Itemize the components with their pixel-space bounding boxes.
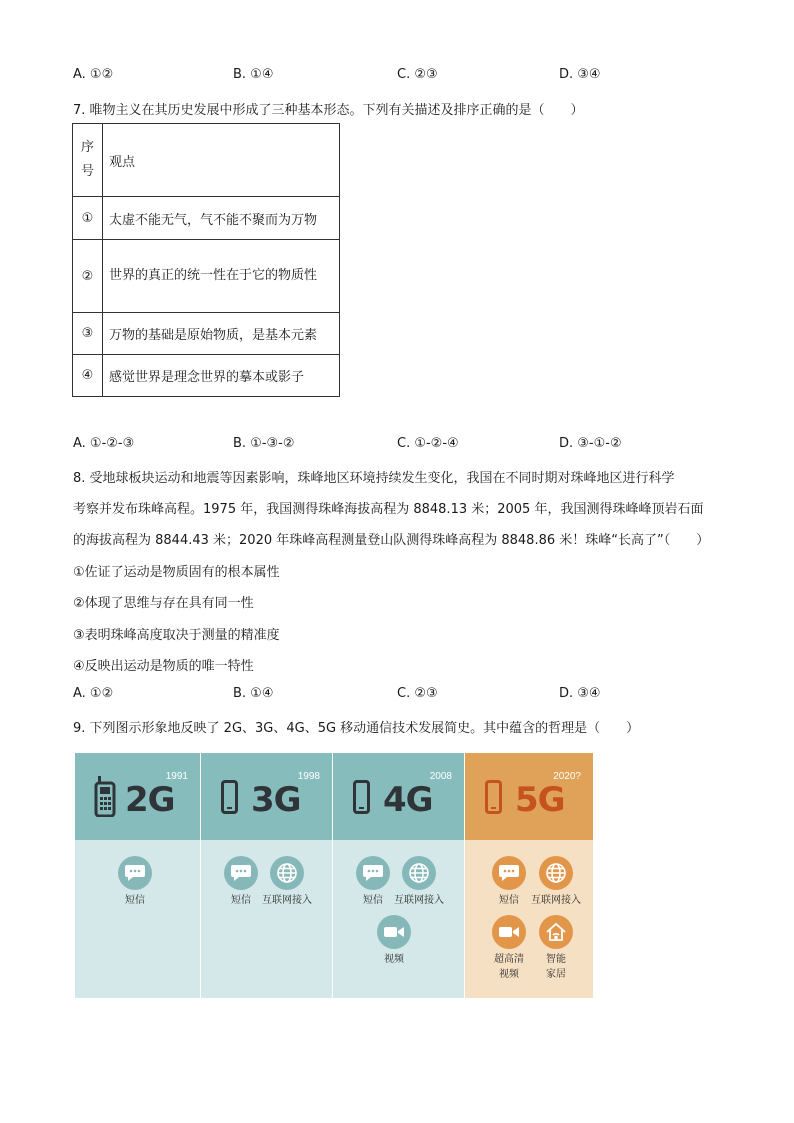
generation-label: 5G xyxy=(515,780,565,820)
panel-4g-header xyxy=(333,753,464,840)
smartphone-icon xyxy=(353,780,370,814)
table-row xyxy=(73,355,340,397)
mobile-generations-figure xyxy=(75,753,593,998)
panel-2g-features xyxy=(75,840,200,998)
q6-option-d[interactable]: D. ③④ xyxy=(559,67,601,82)
globe-icon xyxy=(402,856,436,890)
table-row-text: 太虚不能无气，气不能不聚而为万物 xyxy=(103,197,340,240)
q8-option-c[interactable]: C. ②③ xyxy=(397,686,438,701)
panel-5g-features xyxy=(465,840,593,998)
q6-options xyxy=(73,67,713,85)
panel-5g-header xyxy=(465,753,593,840)
generation-label: 4G xyxy=(383,780,433,820)
panel-3g xyxy=(201,753,332,998)
table-row-num: ① xyxy=(73,197,103,240)
q6-option-b[interactable]: B. ①④ xyxy=(233,67,274,82)
q6-option-a[interactable]: A. ①② xyxy=(73,67,114,82)
q7-stem: 7. 唯物主义在其历史发展中形成了三种基本形态。下列有关描述及排序正确的是（ ） xyxy=(73,103,584,118)
q8-statement-4: ④反映出运动是物质的唯一特性 xyxy=(73,659,254,674)
feature-label: 短信 xyxy=(125,895,145,906)
q8-stem-line-3: 的海拔高程为 8844.43 米；2020 年珠峰高程测量登山队测得珠峰高程为 8848.86 米！珠峰“长高了”（ ） xyxy=(73,533,710,548)
generation-label: 3G xyxy=(251,780,301,820)
feature-label: 智能 家居 xyxy=(546,954,566,980)
panel-4g-features xyxy=(333,840,464,998)
q8-stem-line-1: 8. 受地球板块运动和地震等因素影响，珠峰地区环境持续发生变化，我国在不同时期对珠峰地区进行科学 xyxy=(73,471,675,486)
feature-label: 互联网接入 xyxy=(394,895,444,906)
q7-options xyxy=(73,436,713,454)
q7-option-d[interactable]: D. ③-①-② xyxy=(559,436,622,451)
smart-home-icon xyxy=(539,915,573,949)
feature-internet xyxy=(521,856,591,908)
feature-video xyxy=(359,915,429,967)
year-label: 1998 xyxy=(297,771,320,782)
table-row-num: ④ xyxy=(73,355,103,397)
table-row-num: ② xyxy=(73,240,103,313)
table-header-row xyxy=(73,124,340,197)
q7-table xyxy=(72,123,340,397)
table-row-num: ③ xyxy=(73,313,103,355)
q8-options xyxy=(73,686,713,704)
q8-stem-line-2: 考察并发布珠峰高程。1975 年，我国测得珠峰海拔高程为 8848.13 米；2005 年，我国测得珠峰峰顶岩石面 xyxy=(73,502,704,517)
feature-label: 短信 xyxy=(363,895,383,906)
q6-option-c[interactable]: C. ②③ xyxy=(397,67,438,82)
feature-label: 视频 xyxy=(384,954,404,965)
q8-option-b[interactable]: B. ①④ xyxy=(233,686,274,701)
table-header-text: 观点 xyxy=(103,124,340,197)
smartphone-icon xyxy=(485,780,502,814)
q8-option-a[interactable]: A. ①② xyxy=(73,686,114,701)
table-row xyxy=(73,240,340,313)
keypad-phone-icon xyxy=(94,775,116,817)
q9-stem: 9. 下列图示形象地反映了 2G、3G、4G、5G 移动通信技术发展简史。其中蕴含的哲理是（ ） xyxy=(73,721,640,736)
feature-label: 短信 xyxy=(231,895,251,906)
generation-label: 2G xyxy=(125,780,175,820)
panel-3g-features xyxy=(201,840,332,998)
panel-2g-header xyxy=(75,753,200,840)
feature-label: 互联网接入 xyxy=(531,895,581,906)
table-row xyxy=(73,197,340,240)
table-row-text: 万物的基础是原始物质，是基本元素 xyxy=(103,313,340,355)
globe-icon xyxy=(270,856,304,890)
q8-statement-1: ①佐证了运动是物质固有的根本属性 xyxy=(73,565,280,580)
table-row-text: 感觉世界是理念世界的摹本或影子 xyxy=(103,355,340,397)
q8-option-d[interactable]: D. ③④ xyxy=(559,686,601,701)
feature-smart-home xyxy=(521,915,591,982)
table-row xyxy=(73,313,340,355)
feature-sms xyxy=(100,856,170,908)
panel-5g xyxy=(465,753,593,998)
year-label: 2008 xyxy=(429,771,452,782)
q7-option-b[interactable]: B. ①-③-② xyxy=(233,436,295,451)
video-camera-icon xyxy=(377,915,411,949)
table-row-text: 世界的真正的统一性在于它的物质性 xyxy=(103,240,340,313)
panel-4g xyxy=(333,753,464,998)
panel-2g xyxy=(75,753,200,998)
globe-icon xyxy=(539,856,573,890)
smartphone-icon xyxy=(221,780,238,814)
feature-label: 互联网接入 xyxy=(262,895,312,906)
feature-internet xyxy=(384,856,454,908)
year-label: 1991 xyxy=(165,771,188,782)
year-label: 2020? xyxy=(553,771,581,782)
table-header-num: 序号 xyxy=(73,124,103,197)
chat-bubble-icon xyxy=(118,856,152,890)
feature-label: 短信 xyxy=(499,895,519,906)
q8-statement-3: ③表明珠峰高度取决于测量的精准度 xyxy=(73,628,280,643)
q8-statement-2: ②体现了思维与存在具有同一性 xyxy=(73,596,254,611)
q7-option-c[interactable]: C. ①-②-④ xyxy=(397,436,459,451)
feature-label: 超高清 视频 xyxy=(494,954,524,980)
q7-option-a[interactable]: A. ①-②-③ xyxy=(73,436,135,451)
feature-internet xyxy=(252,856,322,908)
panel-3g-header xyxy=(201,753,332,840)
